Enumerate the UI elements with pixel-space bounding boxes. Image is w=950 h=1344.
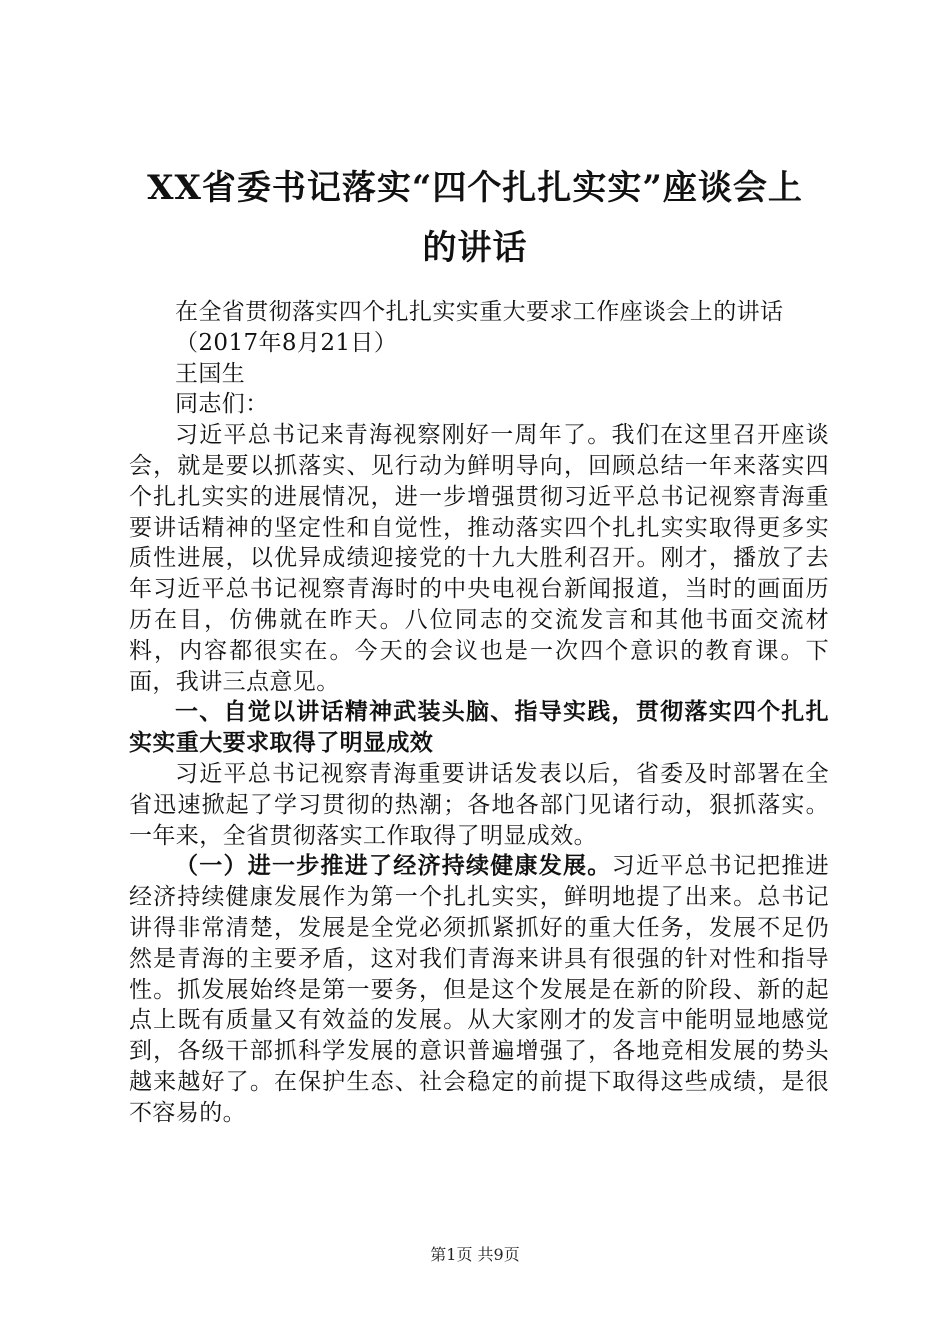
paragraph-2: 习近平总书记视察青海重要讲话发表以后，省委及时部署在全省迅速掀起了学习贯彻的热潮；各地各部门见诸行动，狠抓落实。一年来，全省贯彻落实工作取得了明显成效。: [129, 760, 829, 849]
title-line-1: XX省委书记落实“四个扎扎实实”座谈会上: [147, 168, 803, 208]
salutation: 同志们：: [175, 391, 269, 418]
title-line-2: 的讲话: [422, 228, 528, 268]
document-body: [129, 297, 829, 1129]
paragraph-1: 习近平总书记来青海视察刚好一周年了。我们在这里召开座谈会，就是要以抓落实、见行动为鲜明导向，回顾总结一年来落实四个扎扎实实的进展情况，进一步增强贯彻习近平总书记视察青海重要讲话精神的坚定性和自觉性，推动落实四个扎扎实实取得更多实质性进展，以优异成绩迎接党的十九大胜利召开。刚才，播放了去年习近平总书记视察青海时的中央电视台新闻报道，当时的画面历历在目，仿佛就在昨天。八位同志的交流发言和其他书面交流材料，内容都很实在。今天的会议也是一次四个意识的教育课。下面，我讲三点意见。: [129, 422, 829, 695]
document-title: [100, 158, 850, 278]
paragraph-3-rest: 习近平总书记把推进经济持续健康发展作为第一个扎扎实实，鲜明地提了出来。总书记讲得非常清楚，发展是全党必须抓紧抓好的重大任务，发展不足仍然是青海的主要矛盾，这对我们青海来讲具有很强的针对性和指导性。抓发展始终是第一要务，但是这个发展是在新的阶段、新的起点上既有质量又有效益的发展。从大家刚才的发言中能明显地感觉到，各级干部抓科学发展的意识普遍增强了，各地竞相发展的势头越来越好了。在保护生态、社会稳定的前提下取得这些成绩，是很不容易的。: [129, 853, 829, 1126]
page-footer: 第1页 共9页: [430, 1245, 520, 1264]
speech-date: （2017年8月21日）: [175, 329, 398, 356]
paragraph-3-lead: （一）进一步推进了经济持续健康发展。: [175, 853, 612, 880]
subtitle: 在全省贯彻落实四个扎扎实实重大要求工作座谈会上的讲话: [175, 299, 784, 325]
paragraph-3: [129, 851, 829, 1128]
speaker-name: 王国生: [175, 360, 246, 387]
section-heading-1: 一、自觉以讲话精神武装头脑、指导实践，贯彻落实四个扎扎实实重大要求取得了明显成效: [129, 699, 829, 757]
